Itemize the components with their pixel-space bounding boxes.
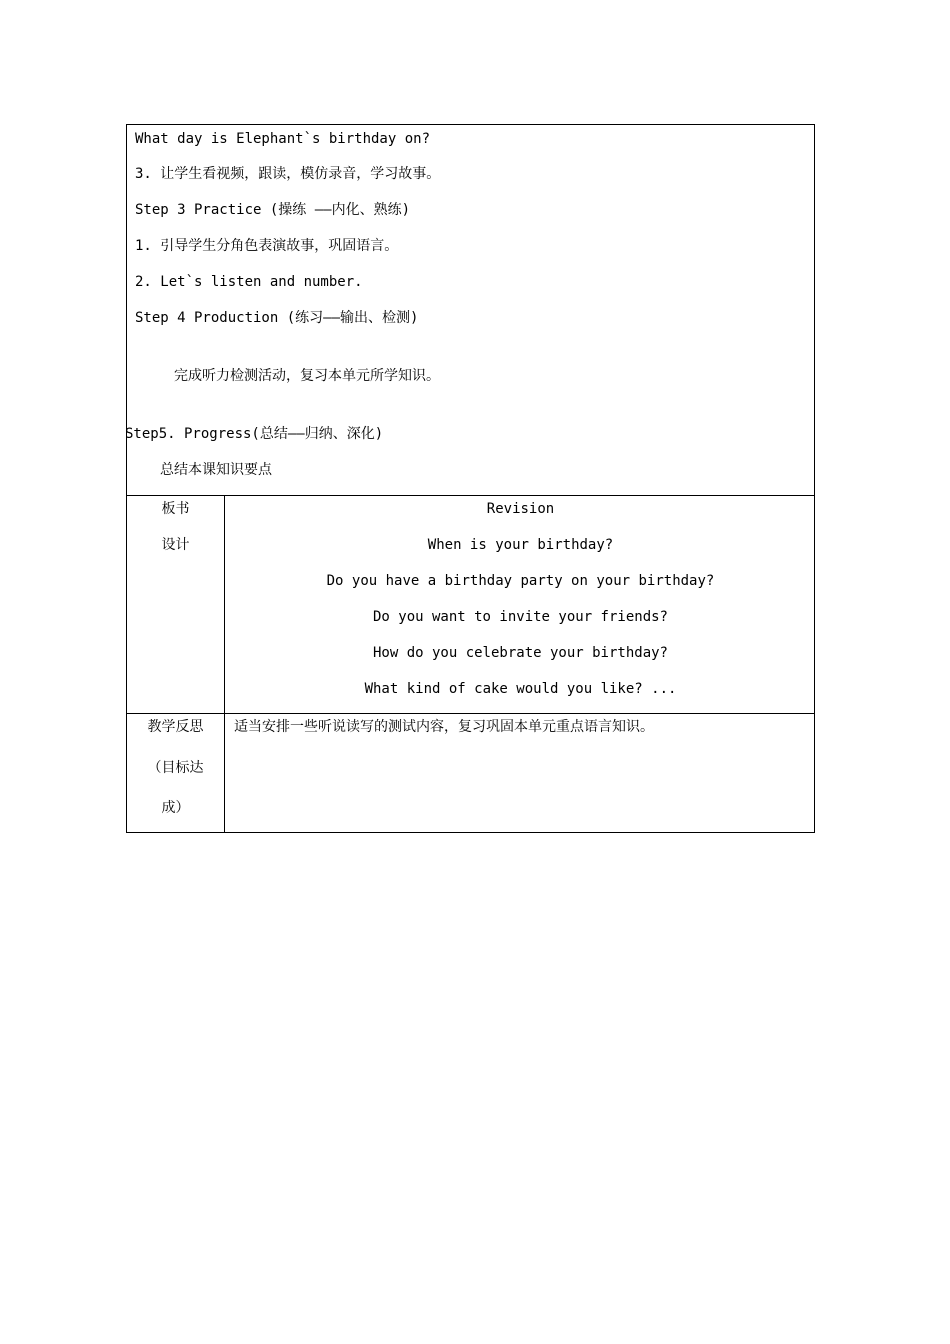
reflection-label-line1: 教学反思 xyxy=(147,719,204,735)
step2-item-3: 3. 让学生看视频，跟读，模仿录音，学习故事。 xyxy=(135,166,441,182)
board-line-revision: Revision xyxy=(486,501,555,517)
board-line: How do you celebrate your birthday? xyxy=(372,645,668,661)
lesson-plan-table xyxy=(126,124,815,833)
step5-title: Step5. Progress(总结——归纳、深化) xyxy=(125,426,384,442)
step4-text: 完成听力检测活动，复习本单元所学知识。 xyxy=(174,368,440,384)
board-line: When is your birthday? xyxy=(427,537,614,553)
step3-item-2: 2. Let`s listen and number. xyxy=(135,274,363,290)
step4-title: Step 4 Production (练习——输出、检测) xyxy=(135,310,419,326)
step3-title: Step 3 Practice (操练 ——内化、熟练) xyxy=(135,202,411,218)
board-line: Do you have a birthday party on your birthday? xyxy=(326,573,715,589)
step3-item-1: 1. 引导学生分角色表演故事，巩固语言。 xyxy=(135,238,399,254)
row-divider xyxy=(127,713,814,714)
step5-text: 总结本课知识要点 xyxy=(160,462,272,478)
row-divider xyxy=(127,495,814,496)
board-label-line1: 板书 xyxy=(161,501,190,517)
board-label-line2: 设计 xyxy=(161,537,190,553)
step2-question: What day is Elephant`s birthday on? xyxy=(135,131,431,147)
reflection-content: 适当安排一些听说读写的测试内容，复习巩固本单元重点语言知识。 xyxy=(234,719,654,735)
reflection-label-line3: 成） xyxy=(161,800,190,816)
board-line: What kind of cake would you like? ... xyxy=(364,681,677,697)
reflection-label-line2: （目标达 xyxy=(147,760,204,776)
board-line: Do you want to invite your friends? xyxy=(372,609,668,625)
